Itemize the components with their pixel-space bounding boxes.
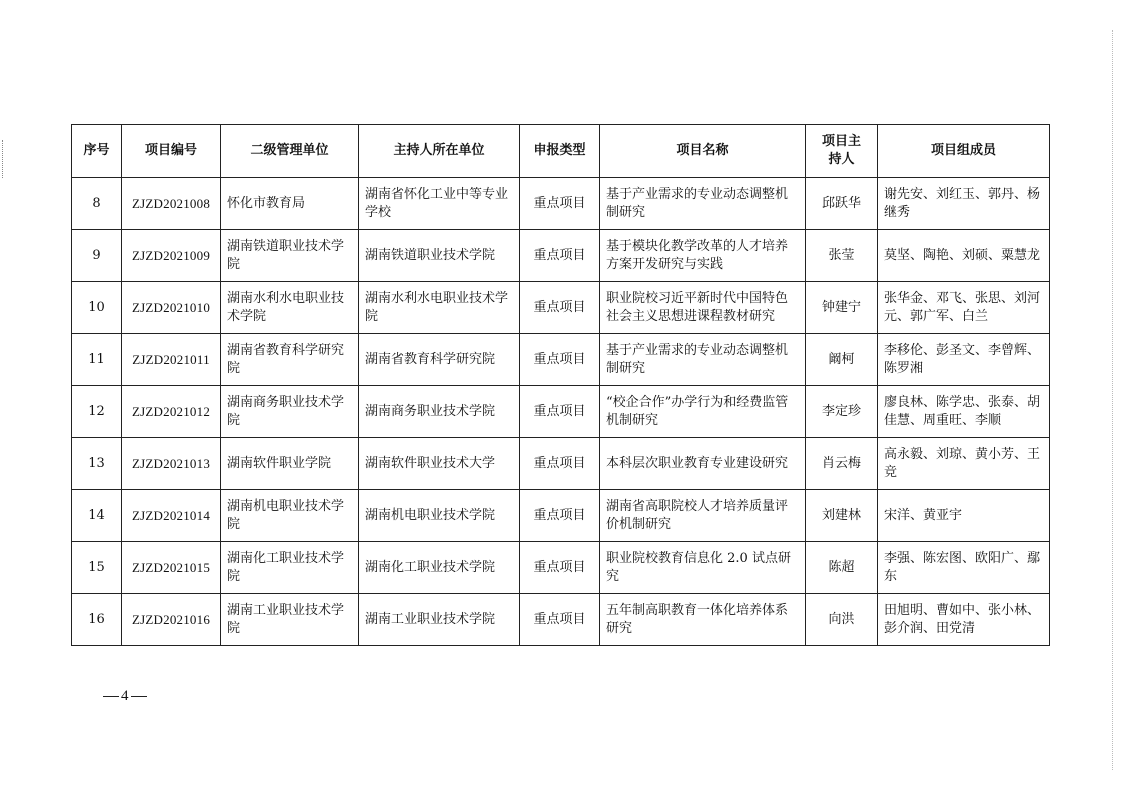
cell-leader: 肖云梅 bbox=[806, 438, 878, 490]
cell-name: 基于产业需求的专业动态调整机制研究 bbox=[600, 178, 806, 230]
header-host-unit: 主持人所在单位 bbox=[359, 125, 520, 178]
cell-leader: 李定珍 bbox=[806, 386, 878, 438]
header-name: 项目名称 bbox=[600, 125, 806, 178]
page-number-dash-left bbox=[103, 696, 119, 697]
table-row bbox=[72, 542, 1050, 594]
cell-leader: 刘建林 bbox=[806, 490, 878, 542]
cell-code: ZJZD2021009 bbox=[122, 230, 221, 282]
table-row bbox=[72, 438, 1050, 490]
cell-members: 廖良林、陈学忠、张泰、胡佳慧、周重旺、李顺 bbox=[878, 386, 1050, 438]
cell-leader: 张莹 bbox=[806, 230, 878, 282]
cell-code: ZJZD2021008 bbox=[122, 178, 221, 230]
header-unit: 二级管理单位 bbox=[221, 125, 359, 178]
cell-host-unit: 湖南商务职业技术学院 bbox=[359, 386, 520, 438]
cell-index: 12 bbox=[72, 386, 122, 438]
header-index: 序号 bbox=[72, 125, 122, 178]
cell-type: 重点项目 bbox=[520, 334, 600, 386]
cell-index: 14 bbox=[72, 490, 122, 542]
table-header-row bbox=[72, 125, 1050, 178]
header-code: 项目编号 bbox=[122, 125, 221, 178]
cell-unit: 湖南商务职业技术学院 bbox=[221, 386, 359, 438]
cell-type: 重点项目 bbox=[520, 178, 600, 230]
table-row bbox=[72, 230, 1050, 282]
cell-host-unit: 湖南省教育科学研究院 bbox=[359, 334, 520, 386]
cell-type: 重点项目 bbox=[520, 230, 600, 282]
header-type: 申报类型 bbox=[520, 125, 600, 178]
cell-unit: 湖南机电职业技术学院 bbox=[221, 490, 359, 542]
cell-type: 重点项目 bbox=[520, 386, 600, 438]
cell-host-unit: 湖南化工职业技术学院 bbox=[359, 542, 520, 594]
table-row bbox=[72, 386, 1050, 438]
cell-members: 高永毅、刘琼、黄小芳、王竞 bbox=[878, 438, 1050, 490]
cell-type: 重点项目 bbox=[520, 438, 600, 490]
cell-name: 基于模块化教学改革的人才培养方案开发研究与实践 bbox=[600, 230, 806, 282]
cell-host-unit: 湖南省怀化工业中等专业学校 bbox=[359, 178, 520, 230]
cell-members: 田旭明、曹如中、张小林、彭介润、田党清 bbox=[878, 594, 1050, 646]
cell-host-unit: 湖南软件职业技术大学 bbox=[359, 438, 520, 490]
binding-mark-left bbox=[2, 140, 5, 178]
cell-host-unit: 湖南工业职业技术学院 bbox=[359, 594, 520, 646]
cell-members: 谢先安、刘红玉、郭丹、杨继秀 bbox=[878, 178, 1050, 230]
cell-host-unit: 湖南机电职业技术学院 bbox=[359, 490, 520, 542]
cell-leader: 向洪 bbox=[806, 594, 878, 646]
cell-leader: 陈超 bbox=[806, 542, 878, 594]
page-number-value: 4 bbox=[121, 688, 129, 704]
cell-members: 莫坚、陶艳、刘硕、粟慧龙 bbox=[878, 230, 1050, 282]
cell-code: ZJZD2021012 bbox=[122, 386, 221, 438]
header-leader: 项目主持人 bbox=[806, 125, 878, 178]
table-row bbox=[72, 178, 1050, 230]
binding-mark-right bbox=[1112, 30, 1115, 770]
header-members: 项目组成员 bbox=[878, 125, 1050, 178]
cell-type: 重点项目 bbox=[520, 490, 600, 542]
cell-host-unit: 湖南水利水电职业技术学院 bbox=[359, 282, 520, 334]
cell-type: 重点项目 bbox=[520, 282, 600, 334]
cell-code: ZJZD2021013 bbox=[122, 438, 221, 490]
cell-leader: 邱跃华 bbox=[806, 178, 878, 230]
cell-type: 重点项目 bbox=[520, 594, 600, 646]
cell-members: 张华金、邓飞、张思、刘河元、郭广军、白兰 bbox=[878, 282, 1050, 334]
cell-members: 李强、陈宏图、欧阳广、鄢东 bbox=[878, 542, 1050, 594]
cell-unit: 怀化市教育局 bbox=[221, 178, 359, 230]
cell-unit: 湖南铁道职业技术学院 bbox=[221, 230, 359, 282]
page-number-dash-right bbox=[131, 696, 147, 697]
cell-unit: 湖南工业职业技术学院 bbox=[221, 594, 359, 646]
cell-leader: 钟建宁 bbox=[806, 282, 878, 334]
cell-members: 宋洋、黄亚宇 bbox=[878, 490, 1050, 542]
cell-index: 15 bbox=[72, 542, 122, 594]
cell-index: 13 bbox=[72, 438, 122, 490]
cell-host-unit: 湖南铁道职业技术学院 bbox=[359, 230, 520, 282]
cell-name: 五年制高职教育一体化培养体系研究 bbox=[600, 594, 806, 646]
cell-unit: 湖南省教育科学研究院 bbox=[221, 334, 359, 386]
cell-code: ZJZD2021010 bbox=[122, 282, 221, 334]
cell-code: ZJZD2021014 bbox=[122, 490, 221, 542]
cell-unit: 湖南软件职业学院 bbox=[221, 438, 359, 490]
cell-index: 16 bbox=[72, 594, 122, 646]
cell-index: 8 bbox=[72, 178, 122, 230]
table-row bbox=[72, 282, 1050, 334]
table-row bbox=[72, 490, 1050, 542]
project-table bbox=[71, 124, 1050, 646]
cell-members: 李移伦、彭圣文、李曾辉、陈罗湘 bbox=[878, 334, 1050, 386]
table-row bbox=[72, 334, 1050, 386]
cell-name: 职业院校教育信息化 2.0 试点研究 bbox=[600, 542, 806, 594]
cell-index: 9 bbox=[72, 230, 122, 282]
cell-name: 基于产业需求的专业动态调整机制研究 bbox=[600, 334, 806, 386]
cell-name: 职业院校习近平新时代中国特色社会主义思想进课程教材研究 bbox=[600, 282, 806, 334]
cell-code: ZJZD2021011 bbox=[122, 334, 221, 386]
page-number bbox=[101, 688, 149, 705]
cell-code: ZJZD2021015 bbox=[122, 542, 221, 594]
cell-name: “校企合作”办学行为和经费监管机制研究 bbox=[600, 386, 806, 438]
cell-unit: 湖南水利水电职业技术学院 bbox=[221, 282, 359, 334]
cell-type: 重点项目 bbox=[520, 542, 600, 594]
table-row bbox=[72, 594, 1050, 646]
cell-index: 10 bbox=[72, 282, 122, 334]
cell-index: 11 bbox=[72, 334, 122, 386]
cell-code: ZJZD2021016 bbox=[122, 594, 221, 646]
cell-unit: 湖南化工职业技术学院 bbox=[221, 542, 359, 594]
cell-leader: 阚柯 bbox=[806, 334, 878, 386]
cell-name: 湖南省高职院校人才培养质量评价机制研究 bbox=[600, 490, 806, 542]
cell-name: 本科层次职业教育专业建设研究 bbox=[600, 438, 806, 490]
